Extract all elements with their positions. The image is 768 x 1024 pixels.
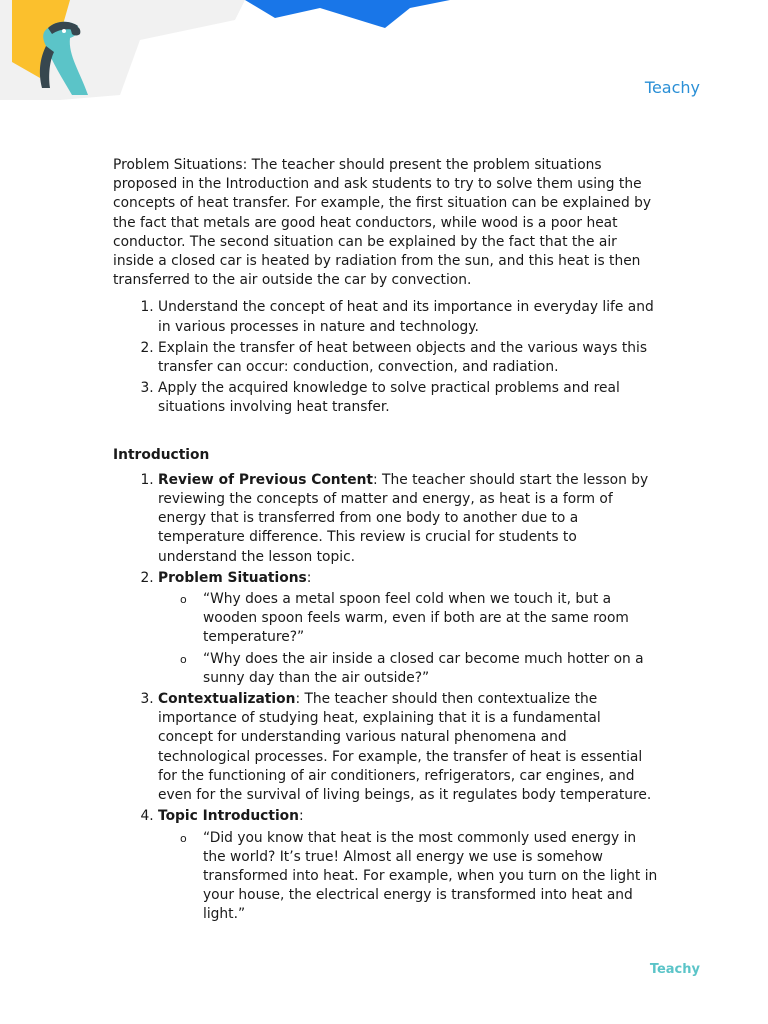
list-item: [158, 569, 658, 688]
objectives-list: [113, 298, 658, 417]
brand-name-footer: Teachy: [649, 962, 700, 977]
list-item: [158, 471, 658, 567]
item-text: :: [306, 569, 312, 586]
list-item: [158, 807, 658, 924]
introduction-list: [113, 471, 658, 925]
sub-list: [158, 829, 658, 925]
item-heading: Review of Previous Content: [158, 471, 374, 488]
list-item: 3. Apply the acquired knowledge to solve practical problems and real situations involving heat transfer.: [158, 379, 658, 417]
item-text: : The teacher should start the lesson by reviewing the concepts of matter and energy, as heat is a form of energy that is transferred from one body to another due to a temperature difference. This review is crucial for students to understand the lesson topic.: [158, 471, 649, 565]
section-title-introduction: Introduction: [113, 446, 210, 463]
bullet-marker: o: [180, 593, 187, 607]
item-text: : The teacher should then contextualize the importance of studying heat, explaining that it is a fundamental concept for understanding various natural phenomena and technological processes. For example, the transfer of heat is essential for the functioning of air conditioners, refrigerators, car engines, and even for the survival of living beings, as it regulates body temperature.: [158, 691, 652, 804]
sub-list-item: o “Why does a metal spoon feel cold when we touch it, but a wooden spoon feels warm, even if both are at the same room temperature?”: [180, 591, 629, 646]
document-body: [113, 156, 658, 927]
bullet-marker: o: [180, 831, 187, 845]
sub-list: [158, 590, 658, 688]
list-item: 1. Understand the concept of heat and its importance in everyday life and in various processes in nature and technology.: [158, 298, 658, 336]
bullet-marker: o: [180, 652, 187, 666]
item-heading: Problem Situations: [158, 569, 307, 586]
intro-paragraph: Problem Situations: The teacher should present the problem situations proposed in the Introduction and ask students to try to solve them using the concepts of heat transfer. For example, the first situation can be explained by the fact that metals are good heat conductors, while wood is a poor heat conductor. The second situation can be explained by the fact that the air inside a closed car is heated by radiation from the sun, and this heat is then transferred to the air outside the car by convection.: [113, 157, 652, 289]
list-item: [158, 690, 658, 805]
brand-name-header: Teachy: [644, 78, 700, 97]
item-heading: Topic Introduction: [158, 808, 299, 825]
sub-list-item: o “Did you know that heat is the most commonly used energy in the world? It’s true! Almost all energy we use is somehow transformed into heat. For example, when you turn on the light in your house, the electrical energy is transformed into heat and light.”: [180, 829, 658, 923]
item-heading: Contextualization: [158, 691, 296, 708]
item-text: :: [298, 808, 304, 825]
list-item: 2. Explain the transfer of heat between objects and the various ways this transfer can occur: conduction, convection, and radiation.: [158, 339, 658, 377]
sub-list-item: o “Why does the air inside a closed car become much hotter on a sunny day than the air outside?”: [180, 650, 644, 686]
